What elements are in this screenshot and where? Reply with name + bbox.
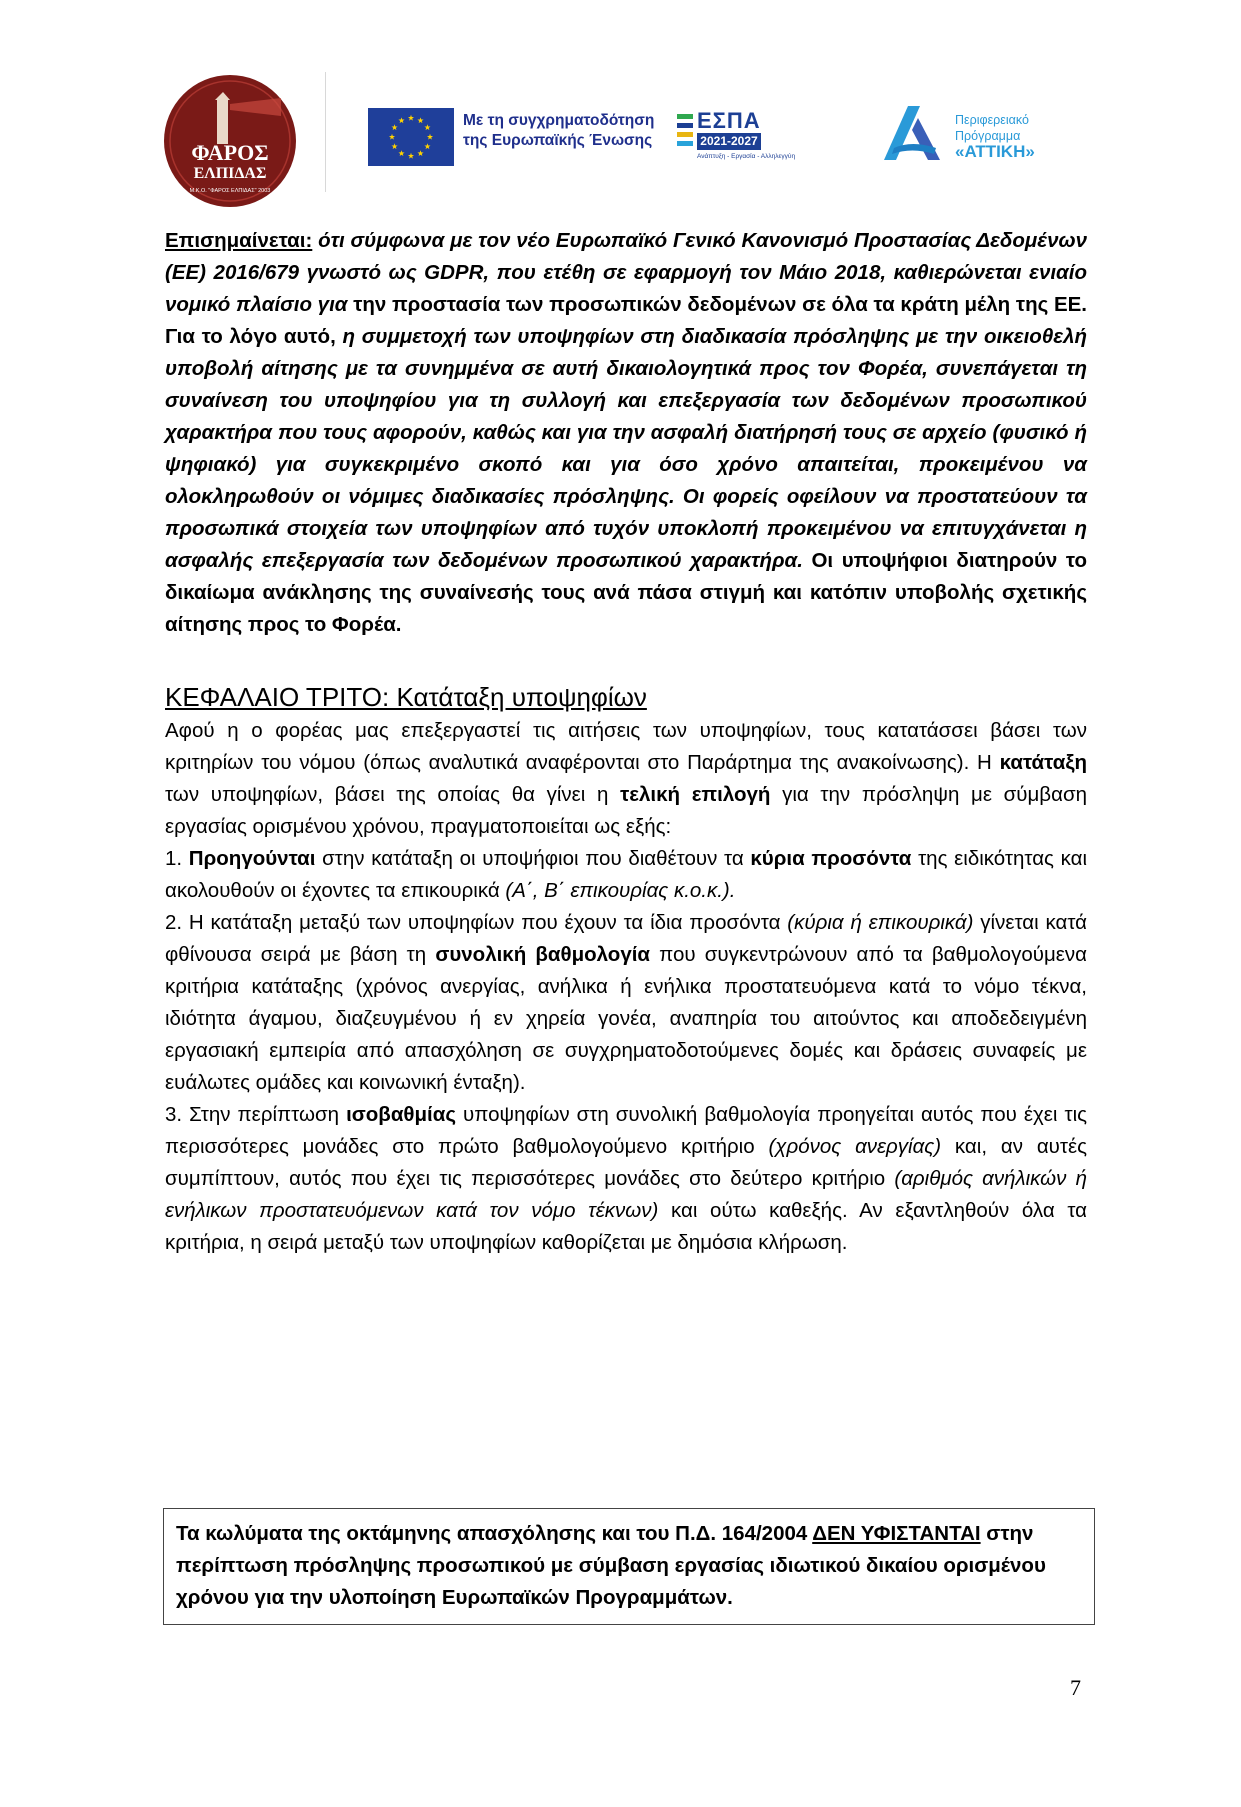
item3-text-2: υποψηφίων στη συνολική βαθμολογία προηγείται αυτός που έχει τις περισσότερες μονάδες στο πρώτο βαθμολογούμενο κριτήριο [165, 1103, 1087, 1158]
notice-part1: ότι σύμφωνα με τον νέο Ευρωπαϊκό Γενικό Κανονισμό Προστασίας Δεδομένων (ΕΕ) 2016/679 γνωστό ως GDPR, που ετέθη σε εφαρμογή τον Μάιο 2018, καθιερώνεται ενιαίο νομικό πλαίσιο για [165, 229, 1087, 316]
gdpr-notice-paragraph [165, 225, 1087, 641]
intro-text-2: των υποψηφίων, βάσει της οποίας θα γίνει η [165, 783, 621, 806]
item1-bold-2: κύρια προσόντα [750, 847, 912, 870]
eu-cofinancing-text [463, 111, 654, 151]
svg-text:ΦΑΡΟΣ: ΦΑΡΟΣ [191, 140, 269, 165]
espa-stripes-icon [675, 112, 695, 150]
attiki-line2: Πρόγραμμα [955, 129, 1021, 143]
attiki-program-mark-icon [878, 100, 946, 164]
attiki-line1: Περιφερειακό [955, 113, 1029, 127]
intro-text-3: για την πρόσληψη με σύμβαση εργασίας ορισμένου χρόνου, πραγματοποιείται ως εξής: [165, 783, 1088, 838]
notice-part3: η συμμετοχή των υποψηφίων στη διαδικασία πρόσληψης με την οικειοθελή υποβολή αίτησης με τα συνημμένα σε αυτή δικαιολογητικά προς τον Φορέα, συνεπάγεται τη συναίνεση του υποψηφίου για τη συλλογή και επεξεργασία των δεδομένων προσωπικού χαρακτήρα που τους αφορούν, καθώς και για την ασφαλή διατήρησή τους σε αρχείο (φυσικό ή ψηφιακό) για συγκεκριμένο σκοπό και για όσο χρόνο απαιτείται, προκειμένου να ολοκληρωθούν οι νόμιμες διαδικασίες πρόσληψης. Οι φορείς οφείλουν να προστατεύουν τα προσωπικά στοιχεία των υποψηφίων από τυχόν υποκλοπή προκειμένου να επιτυγχάνεται η ασφαλής επεξεργασία των δεδομένων προσωπικού χαρακτήρα. [165, 325, 1087, 572]
box-underlined: ΔΕΝ ΥΦΙΣΤΑΝΤΑΙ [812, 1522, 981, 1545]
attiki-line3: «ΑΤΤΙΚΗ» [955, 142, 1035, 161]
item1-bold: Προηγούνται [188, 847, 316, 870]
eu-text-line2: της Ευρωπαϊκής Ένωσης [463, 132, 653, 149]
item1-text: στην κατάταξη οι υποψήφιοι που διαθέτουν τα [315, 847, 751, 870]
header-divider [325, 72, 326, 192]
faros-elpidas-logo [163, 74, 297, 208]
page-number: 7 [1070, 1675, 1081, 1700]
item3-text: 3. Στην περίπτωση [165, 1103, 347, 1126]
item2-text: 2. Η κατάταξη μεταξύ των υποψηφίων που έχουν τα ίδια προσόντα [165, 911, 788, 934]
eu-flag-icon [368, 108, 454, 166]
document-body [165, 225, 1087, 1259]
espa-logo [675, 108, 796, 168]
espa-title: ΕΣΠΑ [697, 108, 761, 133]
svg-text:Μ.Κ.Ο. "ΦΑΡΟΣ ΕΛΠΙΔΑΣ" 2003: Μ.Κ.Ο. "ΦΑΡΟΣ ΕΛΠΙΔΑΣ" 2003 [189, 188, 271, 194]
item1-italic: (Α΄, Β΄ επικουρίας κ.ο.κ.). [505, 879, 736, 902]
espa-tagline: Ανάπτυξη - Εργασία - Αλληλεγγύη [697, 153, 796, 160]
item2-italic: (κύρια ή επικουρικά) [787, 911, 974, 934]
eight-month-exemption-box [163, 1508, 1095, 1625]
intro-text: Αφού η ο φορέας μας επεξεργαστεί τις αιτήσεις των υποψηφίων, τους κατατάσσει βάσει των κριτηρίων του νόμου (όπως αναλυτικά αναφέρονται στο Παράρτημα της ανακοίνωσης). Η [165, 719, 1087, 774]
item3-text-3: και, αν αυτές συμπίπτουν, αυτός που έχει τις περισσότερες μονάδες στο δεύτερο κριτήριο [165, 1135, 1088, 1190]
espa-years: 2021-2027 [697, 133, 761, 150]
eu-text-line1: Με τη συγχρηματοδότηση [463, 112, 655, 129]
item3-italic-2: (αριθμός ανήλικών ή ενήλικων προστατευόμενων κατά τον νόμο τέκνων) [165, 1167, 1087, 1222]
ranking-item-3 [165, 1099, 1087, 1259]
item2-text-2: γίνεται κατά φθίνουσα σειρά με βάση τη [165, 911, 1088, 966]
item2-text-3: που συγκεντρώνουν από τα βαθμολογούμενα κριτήρια κατάταξης (χρόνος ανεργίας, ανήλικα ή ενήλικα προστατευόμενα κατά το νόμο τέκνα, ιδιότητα άγαμου, διαζευγμένου ή εν χηρεία γονέα, αναπηρία του αιτούντος και αποδεδειγμένη εργασιακή εμπειρία από απασχόληση σε συγχρηματοδοτούμενες δομές και δράσεις συναφείς με ευάλωτες ομάδες και κοινωνική ένταξη). [165, 943, 1087, 1094]
item1-text-2: της ειδικότητας και ακολουθούν οι έχοντες τα επικουρικά [165, 847, 1088, 902]
ranking-item-1 [165, 843, 1087, 907]
item1-number: 1. [165, 847, 189, 870]
intro-bold-katataxi: κατάταξη [999, 751, 1087, 774]
chapter-heading: ΚΕΦΑΛΑΙΟ ΤΡΙΤΟ: Κατάταξη υποψηφίων [165, 682, 647, 712]
chapter-intro [165, 715, 1087, 843]
notice-part2: την προστασία των προσωπικών δεδομένων σε όλα τα κράτη μέλη της ΕΕ. Για το λόγο αυτό, [165, 293, 1087, 348]
item3-italic: (χρόνος ανεργίας) [768, 1135, 942, 1158]
ranking-item-2 [165, 907, 1087, 1099]
notice-part4: Οι υποψήφιοι διατηρούν το δικαίωμα ανάκλησης της συναίνεσής τους ανά πάσα στιγμή και κατόπιν υποβολής σχετικής αίτησης προς το Φορέα. [165, 549, 1087, 636]
item3-bold: ισοβαθμίας [346, 1103, 456, 1126]
item3-text-4: και ούτω καθεξής. Αν εξαντληθούν όλα τα κριτήρια, η σειρά μεταξύ των υποψηφίων καθορίζεται με δημόσια κλήρωση. [165, 1199, 1087, 1254]
page-header [0, 0, 1241, 215]
item2-bold: συνολική βαθμολογία [435, 943, 651, 966]
svg-text:ΕΛΠΙΔΑΣ: ΕΛΠΙΔΑΣ [193, 165, 267, 182]
box-text-2: στην περίπτωση πρόσληψης προσωπικού με σύμβαση εργασίας ιδιωτικού δικαίου ορισμένου χρόνου για την υλοποίηση Ευρωπαϊκών Προγραμμάτων. [176, 1522, 1046, 1609]
intro-bold-teliki-epilogi: τελική επιλογή [620, 783, 771, 806]
notice-label: Επισημαίνεται: [165, 229, 313, 252]
box-text: Τα κωλύματα της οκτάμηνης απασχόλησης και του Π.Δ. 164/2004 [176, 1522, 813, 1545]
attiki-program-text [955, 112, 1035, 160]
